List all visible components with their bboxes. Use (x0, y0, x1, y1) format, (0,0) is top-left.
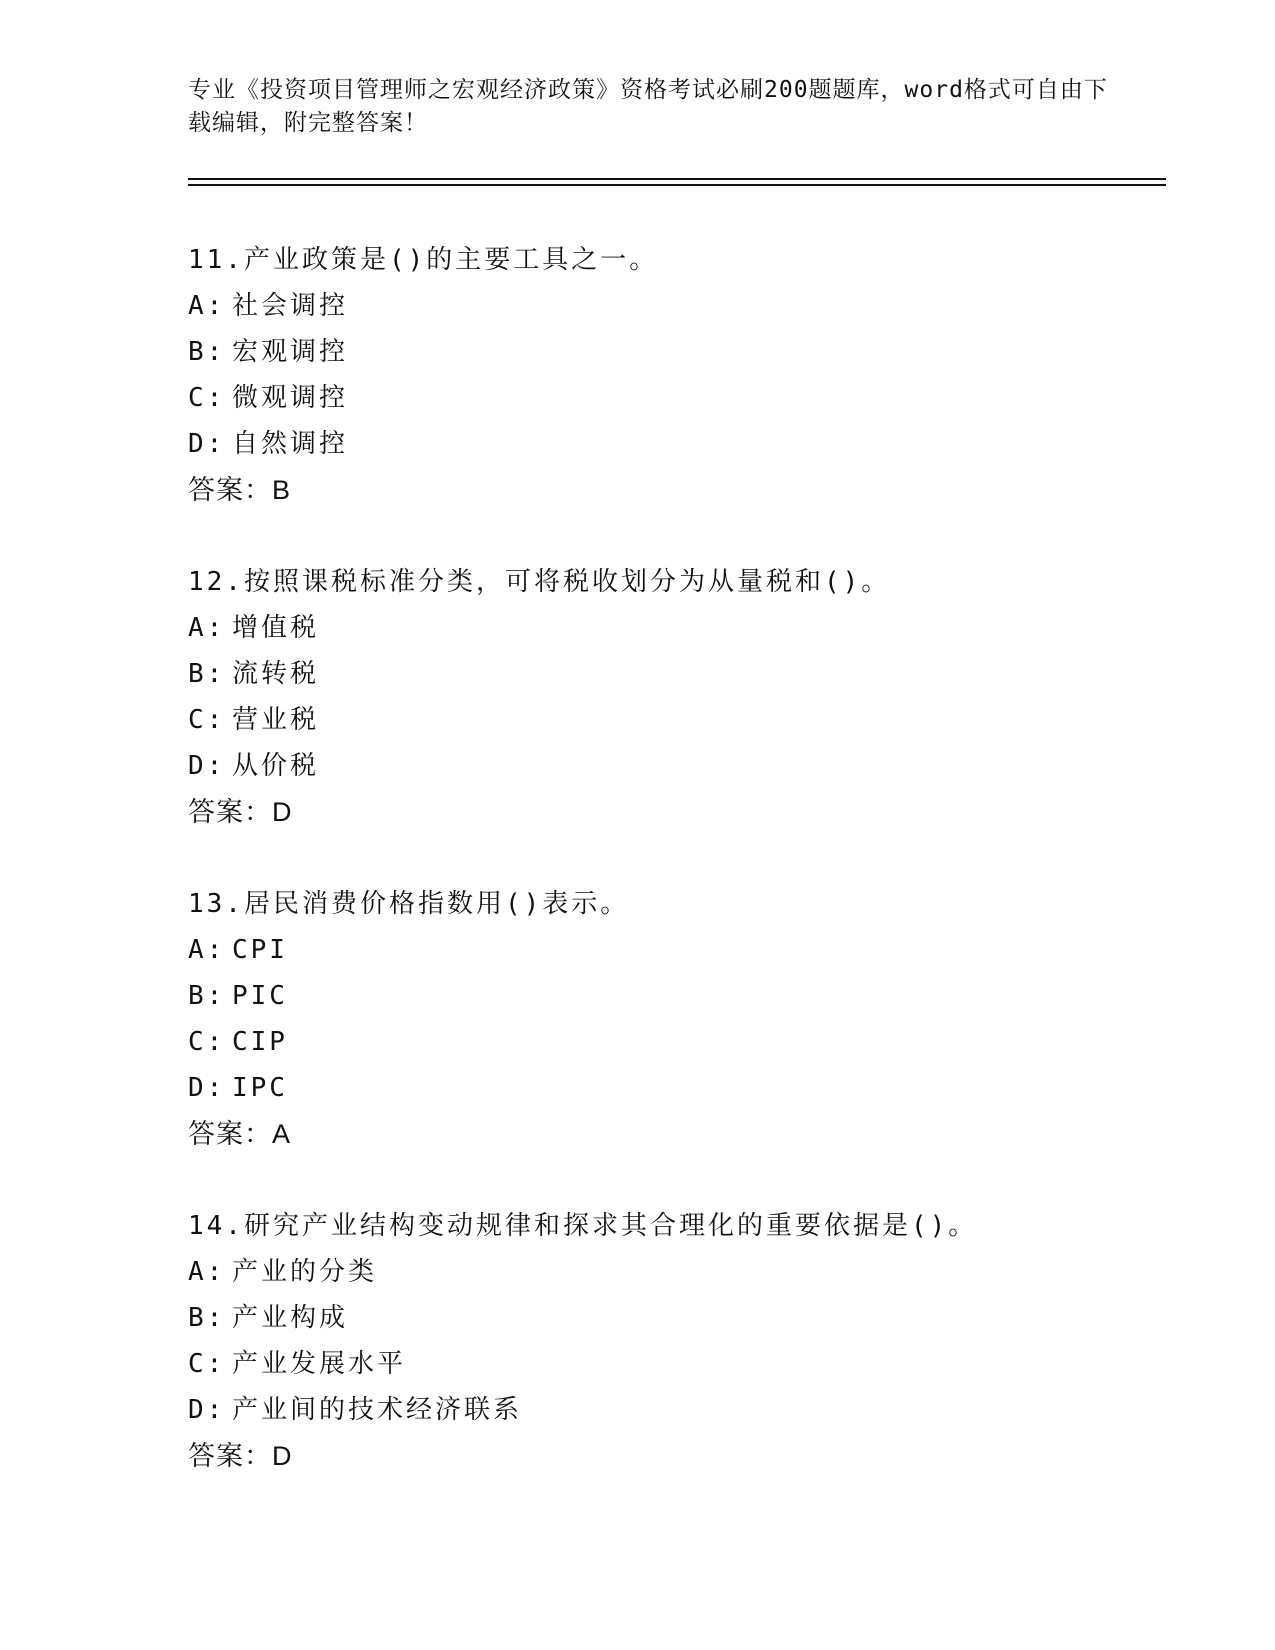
option-letter: B: (188, 659, 226, 689)
option-letter: A: (188, 935, 226, 965)
option-letter: D: (188, 1073, 226, 1103)
option-a (188, 1249, 1168, 1295)
question-stem: 13.居民消费价格指数用()表示。 (188, 889, 630, 919)
option-text: 流转税 (232, 659, 320, 689)
question-stem: 12.按照课税标准分类，可将税收划分为从量税和()。 (188, 567, 891, 597)
option-b (188, 651, 1168, 697)
header-intro-text: 专业《投资项目管理师之宏观经济政策》资格考试必刷200题题库，word格式可自由下载编辑，附完整答案！ (188, 77, 1108, 136)
option-text: CIP (232, 1027, 288, 1057)
question-block (188, 237, 1168, 513)
option-c (188, 375, 1168, 421)
answer-line: 答案：A (188, 1119, 292, 1149)
option-d (188, 1065, 1168, 1111)
document-header (188, 74, 1108, 140)
option-b (188, 1295, 1168, 1341)
option-letter: B: (188, 981, 226, 1011)
option-letter: C: (188, 705, 226, 735)
option-letter: D: (188, 429, 226, 459)
question-block (188, 559, 1168, 835)
option-text: 产业发展水平 (232, 1349, 407, 1379)
option-letter: A: (188, 291, 226, 321)
option-c (188, 1019, 1168, 1065)
question-block (188, 1203, 1168, 1479)
option-text: 宏观调控 (232, 337, 349, 367)
option-text: 增值税 (232, 613, 320, 643)
option-d (188, 743, 1168, 789)
option-c (188, 1341, 1168, 1387)
option-text: 从价税 (232, 751, 320, 781)
header-divider-top (188, 178, 1166, 180)
option-text: IPC (232, 1073, 288, 1103)
question-stem: 11.产业政策是()的主要工具之一。 (188, 245, 659, 275)
option-a (188, 927, 1168, 973)
option-letter: C: (188, 1349, 226, 1379)
option-letter: D: (188, 1395, 226, 1425)
option-a (188, 605, 1168, 651)
option-letter: C: (188, 1027, 226, 1057)
option-text: 产业构成 (232, 1303, 349, 1333)
option-letter: C: (188, 383, 226, 413)
option-text: 自然调控 (232, 429, 349, 459)
option-d (188, 421, 1168, 467)
question-stem: 14.研究产业结构变动规律和探求其合理化的重要依据是()。 (188, 1211, 978, 1241)
option-d (188, 1387, 1168, 1433)
option-letter: D: (188, 751, 226, 781)
option-text: 产业间的技术经济联系 (232, 1395, 523, 1425)
option-b (188, 973, 1168, 1019)
option-text: 产业的分类 (232, 1257, 378, 1287)
option-b (188, 329, 1168, 375)
option-text: 微观调控 (232, 383, 349, 413)
answer-line: 答案：B (188, 475, 292, 505)
option-text: CPI (232, 935, 288, 965)
option-text: PIC (232, 981, 288, 1011)
option-a (188, 283, 1168, 329)
option-letter: A: (188, 1257, 226, 1287)
option-letter: B: (188, 1303, 226, 1333)
answer-line: 答案：D (188, 797, 293, 827)
option-text: 社会调控 (232, 291, 349, 321)
answer-line: 答案：D (188, 1441, 293, 1471)
header-divider-bottom (188, 184, 1166, 186)
question-block (188, 881, 1168, 1157)
option-c (188, 697, 1168, 743)
option-text: 营业税 (232, 705, 320, 735)
option-letter: A: (188, 613, 226, 643)
option-letter: B: (188, 337, 226, 367)
